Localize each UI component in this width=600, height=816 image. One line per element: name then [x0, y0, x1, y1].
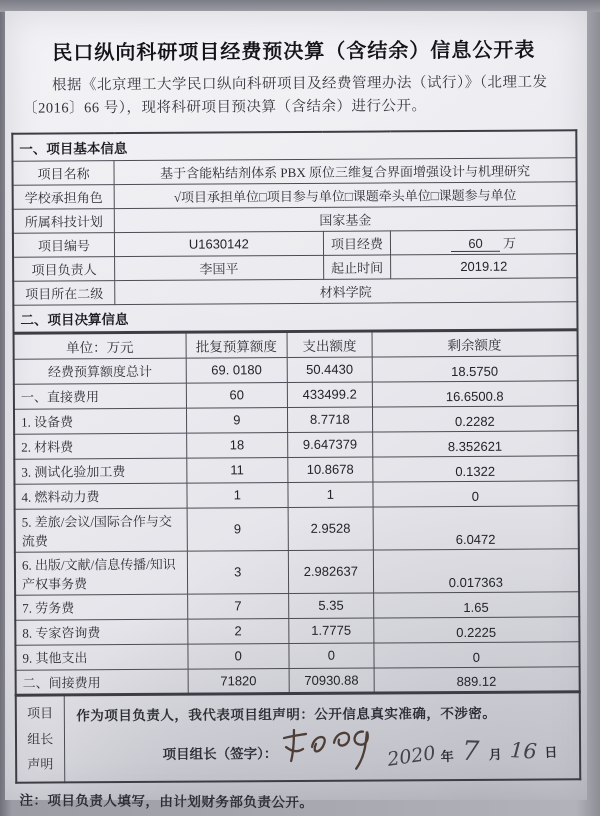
table-row: [14, 356, 578, 384]
table-row: [14, 381, 578, 409]
cell-approved: 2: [187, 619, 289, 645]
table-row: [13, 230, 577, 257]
cell-remaining: 0.2282: [372, 406, 578, 432]
role-label: 学校承担角色: [13, 185, 115, 210]
row-label: 5. 差旅/会议/国际合作与交流费: [15, 508, 187, 552]
cell-spent: 1: [288, 482, 373, 508]
cell-approved: 1: [186, 483, 288, 509]
cell-remaining: 8.352621: [372, 431, 578, 457]
cell-spent: 5.35: [289, 593, 374, 619]
cell-spent: 8.7718: [288, 407, 373, 433]
date-day: 16: [508, 737, 537, 764]
declaration-side-label: 项目组长声明: [16, 696, 65, 782]
cell-spent: 2.9528: [288, 507, 373, 551]
cell-remaining: 0: [374, 642, 580, 668]
funding-value-cell: [391, 230, 577, 255]
table-row: [16, 667, 580, 695]
col-header-approved: 批复预算额度: [186, 332, 288, 358]
budget-header-row: [14, 330, 578, 359]
table-row: [15, 549, 579, 595]
row-label: 4. 燃料动力费: [14, 483, 186, 509]
table-row: [15, 506, 579, 552]
table-row: [13, 278, 577, 305]
cell-approved: 0: [187, 644, 289, 670]
period-value: 2019.12: [391, 254, 577, 279]
row-label: 6. 出版/文献/信息传播/知识产权事务费: [15, 551, 187, 595]
cell-remaining: 18.5750: [372, 356, 578, 382]
cell-spent: 9.647379: [288, 432, 373, 458]
table-row: [14, 456, 578, 484]
declaration-row: [16, 693, 581, 782]
cell-remaining: 1.65: [373, 592, 579, 618]
table-row: [14, 481, 578, 509]
program-label: 所属科技计划: [13, 209, 115, 234]
row-label: 3. 测试化验加工费: [14, 458, 186, 484]
budget-table: [13, 329, 581, 696]
leader-label: 项目负责人: [13, 257, 115, 282]
basic-info-table: [11, 129, 578, 333]
section-title: 二、项目决算信息: [13, 302, 577, 333]
section-basic-info-header: [12, 130, 576, 161]
table-row: [14, 431, 578, 459]
row-label: 7. 劳务费: [15, 594, 187, 620]
sign-label: 项目组长（签字）：: [162, 746, 278, 763]
cell-approved: 60: [186, 383, 288, 409]
cell-approved: 7: [187, 594, 289, 620]
cell-spent: 1.7775: [289, 618, 374, 644]
date-year: 2020: [385, 742, 437, 771]
table-row: [13, 206, 577, 233]
cell-remaining: 889.12: [374, 667, 580, 693]
footer-note: 注：项目负责人填写，由计划财务部负责公开。: [19, 792, 314, 810]
day-char: 日: [543, 744, 558, 760]
unit-label: 项目所在二级: [13, 281, 115, 306]
table-row: [15, 617, 579, 645]
row-label: 8. 专家咨询费: [15, 619, 187, 645]
cell-spent: 2.982637: [288, 550, 373, 594]
project-no-label: 项目编号: [13, 233, 115, 258]
cell-approved: 9: [186, 408, 288, 434]
table-row: [13, 182, 577, 209]
section-title: 一、项目基本信息: [12, 130, 576, 161]
col-header-remaining: 剩余额度: [372, 330, 578, 357]
cell-remaining: 16.6500.8: [372, 381, 578, 407]
form-content: [3, 9, 590, 812]
cell-approved: 9: [187, 508, 289, 552]
form-title: 民口纵向科研项目经费预决算（含结余）信息公开表: [52, 39, 536, 65]
role-checkbox-value: √项目承担单位□项目参与单位□课题牵头单位□课题参与单位: [114, 182, 577, 209]
program-value: 国家基金: [114, 206, 577, 233]
project-name-label: 项目名称: [12, 161, 114, 186]
row-label: 二、间接费用: [16, 669, 188, 695]
intro-paragraph: 根据《北京理工大学民口纵向科研项目及经费管理办法（试行）》（北理工发〔2016〕66 号），现将科研项目预决算（含结余）进行公开。: [23, 74, 548, 118]
cell-approved: 71820: [188, 669, 290, 695]
table-row: [14, 406, 578, 434]
cell-spent: 433499.2: [287, 382, 372, 408]
year-char: 年: [439, 748, 454, 765]
row-label: 一、直接费用: [14, 383, 186, 409]
cell-remaining: 0.2225: [373, 617, 579, 643]
cell-spent: 70930.88: [289, 668, 374, 694]
section-budget-header: [13, 302, 577, 333]
funding-amount: 60: [451, 236, 500, 252]
cell-remaining: 0.1322: [372, 456, 578, 482]
row-label: 经费预算额度总计: [14, 358, 186, 384]
date-month: 7: [461, 735, 480, 768]
table-row: [15, 592, 579, 620]
declaration-table: [15, 692, 582, 783]
cell-approved: 11: [186, 458, 288, 484]
table-row: [12, 158, 576, 185]
project-no-value: U1630142: [114, 231, 323, 256]
cell-spent: 50.4430: [287, 357, 372, 383]
signature-handwriting-icon: [279, 723, 371, 776]
period-label: 起止时间: [323, 255, 391, 279]
leader-name: 李国平: [115, 255, 324, 280]
cell-spent: 0: [289, 643, 374, 669]
row-label: 9. 其他支出: [15, 644, 187, 670]
funding-unit: 万: [502, 235, 517, 251]
cell-spent: 10.8678: [288, 457, 373, 483]
cell-remaining: 0.017363: [373, 549, 579, 593]
cell-approved: 3: [187, 551, 289, 595]
month-char: 月: [488, 746, 502, 763]
declaration-body: [64, 693, 581, 782]
row-label: 2. 材料费: [14, 433, 186, 459]
unit-value: 材料学院: [115, 278, 578, 305]
project-name-value: 基于含能粘结剂体系 PBX 原位三维复合界面增强设计与机理研究: [114, 158, 577, 185]
row-label: 1. 设备费: [14, 408, 186, 434]
declaration-statement: 作为项目负责人，我代表项目组声明：公开信息真实准确，不涉密。: [76, 706, 497, 724]
table-row: [15, 642, 579, 670]
cell-approved: 69. 0180: [186, 358, 288, 384]
cell-remaining: 0: [373, 481, 579, 507]
signature-date: [386, 732, 557, 770]
funding-label: 项目经费: [323, 231, 391, 255]
scanned-paper: [5, 11, 587, 810]
signature-row: [76, 734, 569, 771]
table-row: [13, 254, 577, 281]
cell-approved: 18: [186, 433, 288, 459]
cell-remaining: 6.0472: [373, 506, 579, 550]
col-header-spent: 支出额度: [287, 332, 372, 358]
unit-header: 单位：万元: [14, 333, 186, 360]
